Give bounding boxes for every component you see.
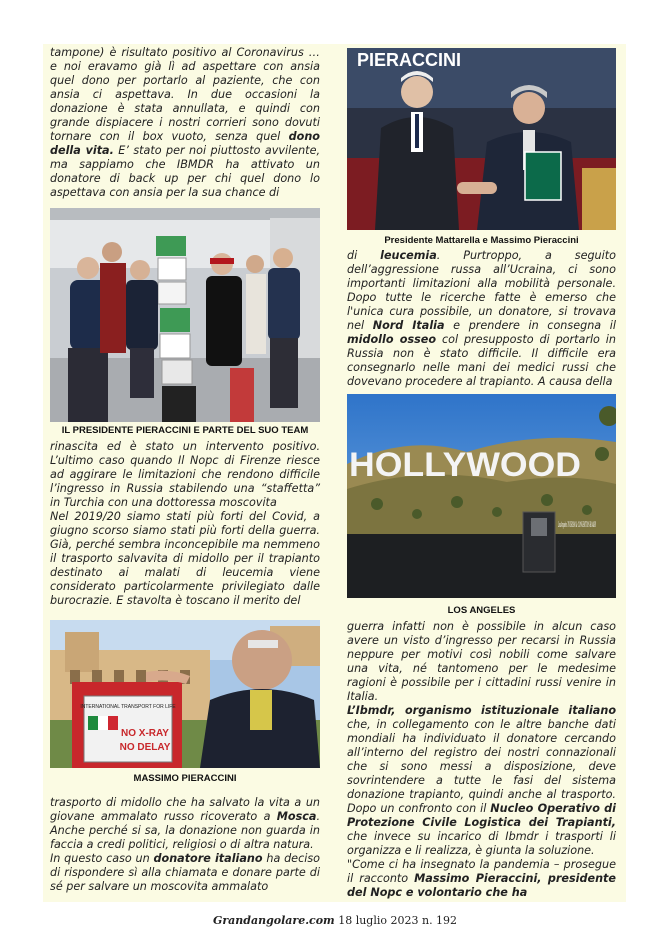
bold-text: Nord Italia: [372, 319, 445, 332]
mattarella-photo: [347, 48, 616, 230]
bold-text: Nucleo Operativo di Protezione Civile Logistica dei Trapianti,: [347, 802, 616, 829]
bold-text: Massimo Pieraccini, presidente del Nopc e volontario che ha: [347, 872, 616, 899]
text-span: col presupposto di portarlo in Russia non è stato difficile. Il difficile era consegnarlo nelle mani dei medici russi che dovevano procedere al trapianto. A causa della: [347, 333, 616, 388]
text-span: In questo caso un: [50, 852, 154, 865]
footer-brand: Grandangolare.com: [212, 914, 335, 927]
bold-text: dono della vita.: [50, 130, 320, 157]
caption-team: IL PRESIDENTE PIERACCINI E PARTE DEL SUO TEAM: [61, 425, 309, 436]
caption-los-angeles: LOS ANGELES: [447, 605, 516, 616]
left-column-top: [50, 46, 320, 200]
article-paragraph: Nel 2019/20 siamo stati più forti del Covid, a giugno scorso siamo stati più forti della guerra. Già, perché sembra inconcepibile ma nemmeno il trasporto salvavita di midollo per il trapianto destinato ai malati di leucemia viene considerato particolarmente privilegiato dalle burocrazie. E stavolta è toscano il merito del: [50, 510, 320, 607]
text-span: trasporto di midollo che ha salvato la vita a un giovane ammalato russo ricoverato a: [50, 796, 320, 823]
massimo-photo: [50, 620, 320, 768]
caption-mattarella: Presidente Mattarella e Massimo Pieraccini: [384, 235, 579, 246]
text-span: di: [347, 249, 381, 262]
article-paragraph: [50, 796, 320, 852]
article-paragraph: [347, 858, 616, 900]
text-span: E’ stato per noi piuttosto avvilente, ma sappiamo che IBMDR ha attivato un donatore di back up per chi quel dono lo aspettava con ansia per la sua chance di: [50, 144, 321, 199]
page-footer: [0, 914, 670, 927]
text-span: "Come ci ha insegnato la pandemia – prosegue il racconto: [347, 858, 616, 885]
caption-massimo: MASSIMO PIERACCINI: [133, 773, 237, 784]
footer-date: 18 luglio 2023 n. 192: [334, 914, 458, 927]
text-span: ha deciso di rispondere sì alla chiamata e donare parte di sé per salvare un moscovita ammalato: [50, 852, 320, 893]
bold-text: donatore italiano: [153, 852, 263, 865]
article-paragraph: [347, 704, 616, 858]
text-span: tampone) è risultato positivo al Coronavirus … e noi eravamo già lì ad aspettare con ansia quel dono per portarlo al paziente, che con ansia ci aspettava. In due occasioni la donazione è stata annullata, e quindi con grande dispiacere i nostri corrieri sono dovuti tornare con il box vuoto, senza quel: [50, 46, 320, 143]
hollywood-photo: [347, 394, 616, 598]
right-column-bottom: [347, 620, 616, 900]
article-paragraph: guerra infatti non è possibile in alcun caso avere un visto d’ingresso per recarsi in Russia neppure per motivi così nobili come salvare una vita, né tantomeno per le medesime ragioni è possibile per i cittadini russi venire in Italia.: [347, 620, 616, 703]
la-plaque-text: LosAngeles TOURISM & CONVENTION BOARD: [557, 521, 597, 529]
left-column-bottom: [50, 796, 320, 894]
article-paragraph: [347, 249, 616, 389]
article-paragraph: [50, 46, 320, 200]
box-label-no-delay: NO DELAY: [119, 742, 171, 753]
left-column-middle: [50, 440, 320, 608]
bold-text: leucemia: [380, 249, 437, 262]
right-column-middle: [347, 249, 616, 389]
bold-text: midollo osseo: [347, 333, 437, 346]
text-span: . Anche perché si sa, la donazione non guarda in faccia a credi politici, religiosi o di altra natura.: [50, 810, 320, 851]
bold-text: L’Ibmdr, organismo istituzionale italiano: [347, 704, 616, 717]
text-span: che invece su incarico di Ibmdr i trasporti li organizza e li realizza, è giunta la soluzione.: [347, 830, 616, 857]
banner-pieraccini: PIERACCINI: [357, 50, 462, 70]
team-photo: [50, 208, 320, 422]
text-span: . Purtroppo, a seguito dell’aggressione russa all’Ucraina, ci sono importanti limitazioni alla mobilità personale. Dopo tutte le ricerche fatte è emerso che l'unica cura possibile, un donatore, si trovava nel: [347, 249, 616, 332]
hollywood-sign: HOLLYWOOD: [349, 446, 581, 484]
article-paragraph: [50, 852, 320, 894]
article-paragraph: rinascita ed è stato un intervento positivo. L’ultimo caso quando Il Nopc di Firenze riesce ad aggirare le limitazioni che rendono difficile l’ingresso in Russia stabilendo una “staffetta” in Turchia con una dottoressa moscovita: [50, 440, 320, 509]
text-span: che, in collegamento con le altre banche dati mondiali ha individuato il donatore cercando all’interno del registro dei nostri connazionali che si sono messi a disposizione, deve sovrintendere a tutte le fasi del sistema donazione trapianto, quindi anche al trasporto. Dopo un confronto con il: [347, 718, 616, 815]
box-label-top: INTERNATIONAL TRANSPORT FOR LIFE: [80, 704, 176, 710]
text-span: e prendere in consegna il: [444, 319, 616, 332]
bold-text: Mosca: [276, 810, 317, 823]
box-label-no-xray: NO X-RAY: [121, 728, 169, 739]
